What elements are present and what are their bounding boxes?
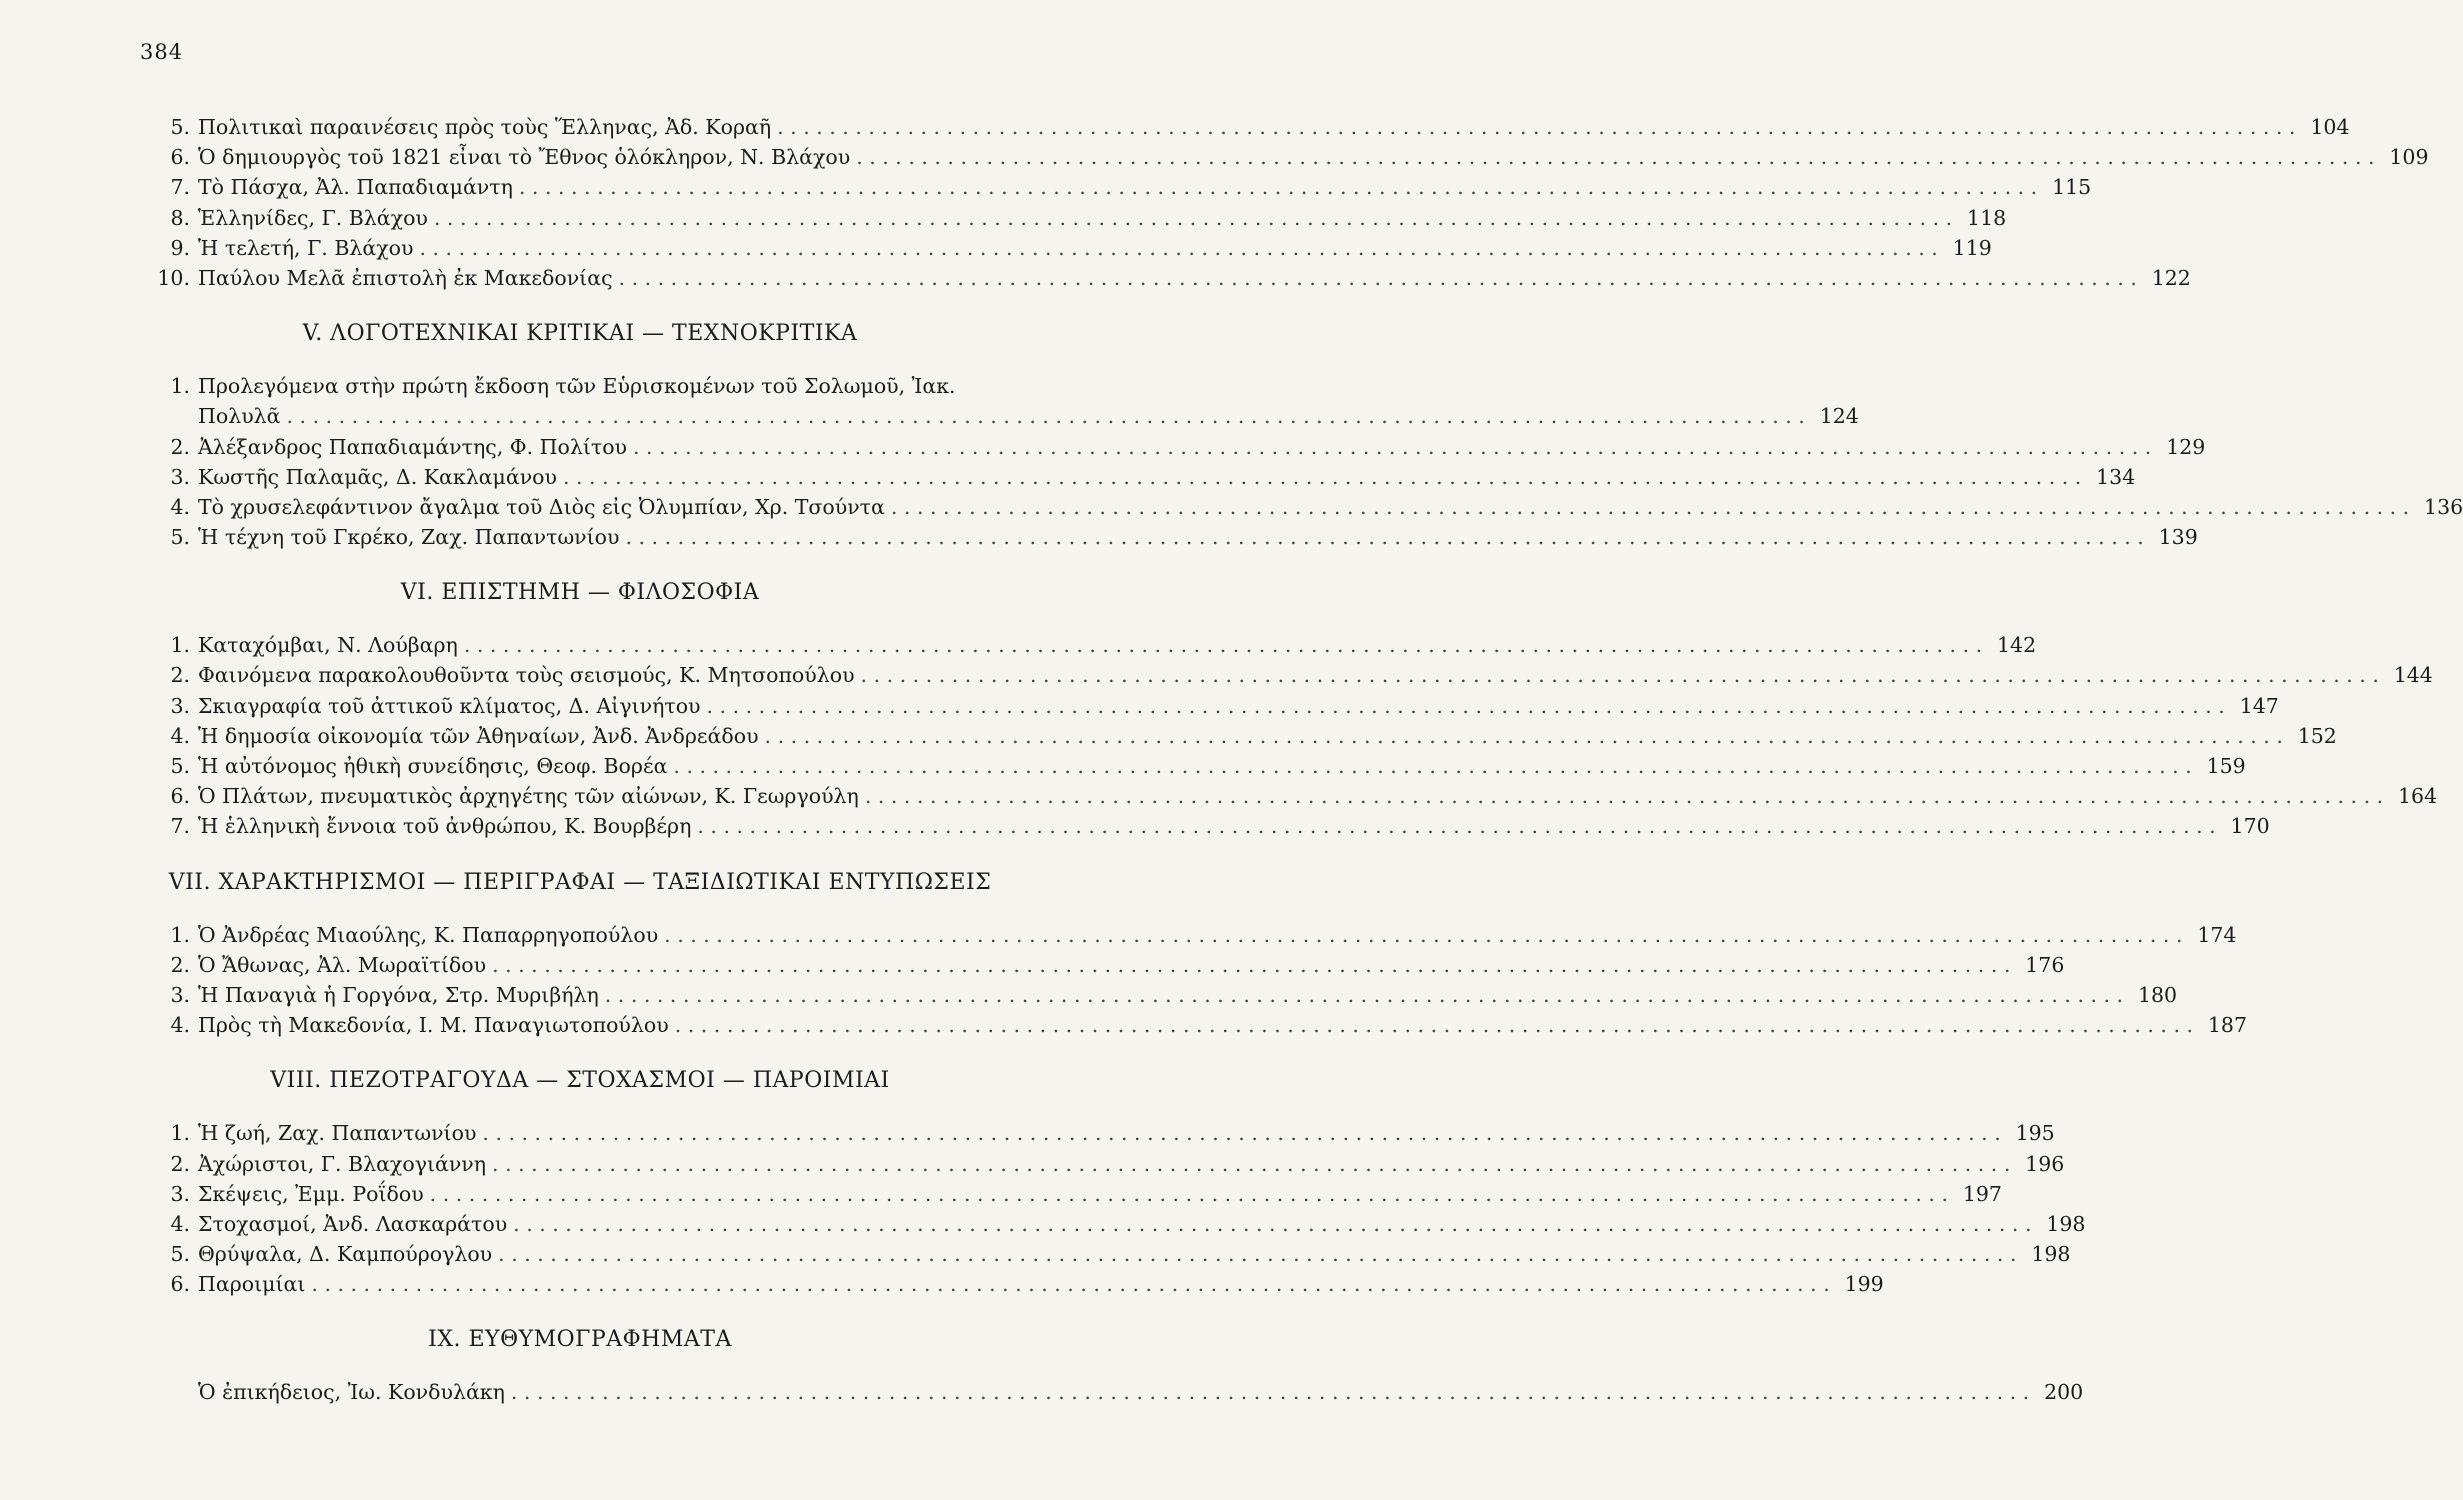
dot-leader [675, 1010, 2193, 1040]
entry-title: Φαινόμενα παρακολουθοῦντα τοὺς σεισμούς, Κ. Μητσοπούλου [198, 663, 855, 688]
dot-leader [434, 203, 1952, 233]
entry-number: 3. [170, 464, 190, 489]
dot-leader [605, 980, 2123, 1010]
entry-page: 134 [2096, 464, 2136, 489]
entry-page: 129 [2166, 434, 2206, 459]
entry-number: 6. [170, 784, 190, 809]
entry-page: 109 [2389, 145, 2429, 170]
toc-entry [140, 1149, 2065, 1179]
entry-page: 198 [2046, 1211, 2086, 1236]
dot-leader [865, 781, 2383, 811]
entry-title: Σκέψεις, Ἐμμ. Ροΐδου [198, 1181, 424, 1206]
toc-entry [140, 142, 2429, 172]
dot-leader [707, 691, 2225, 721]
dot-leader [492, 1149, 2010, 1179]
entry-number: 4. [170, 1211, 190, 1236]
entry-page: 159 [2206, 754, 2246, 778]
entry-number: 7. [170, 814, 190, 839]
dot-leader [777, 112, 2295, 142]
toc-entry [140, 462, 2136, 492]
toc-entry [140, 1209, 2086, 1239]
entry-number: 6. [170, 145, 190, 170]
entry-number: 4. [170, 723, 190, 748]
entry-number: 1. [170, 374, 190, 399]
toc-entry [140, 920, 2237, 950]
entry-title: Τὸ Πάσχα, Ἀλ. Παπαδιαμάντη [198, 175, 513, 200]
entry-page: 144 [2393, 663, 2433, 688]
toc-entry [140, 203, 2007, 233]
entry-title: Ἡ αὐτόνομος ἠθικὴ συνείδησις, Θεοφ. Βορέα [198, 754, 668, 778]
toc-entry [140, 112, 2350, 142]
entry-number: 3. [170, 982, 190, 1007]
entry-number: 9. [170, 235, 190, 260]
toc-entry [140, 522, 2198, 552]
dot-leader [519, 172, 2037, 202]
dot-leader [419, 233, 1937, 263]
entry-page: 197 [1962, 1181, 2002, 1206]
entry-title: Πρὸς τὴ Μακεδονία, Ι. Μ. Παναγιωτοπούλου [198, 1013, 669, 1038]
toc-entry [140, 1269, 1884, 1299]
dot-leader [482, 1118, 2000, 1148]
entry-page: 152 [2297, 723, 2337, 748]
entry-number: 1. [170, 922, 190, 947]
entry-page: 147 [2239, 693, 2279, 718]
toc-entry [140, 980, 2178, 1010]
entry-title: Καταχόμβαι, Ν. Λούβαρη [198, 633, 458, 658]
entry-title: Παροιμίαι [198, 1272, 306, 1297]
toc-entry [140, 1179, 2002, 1209]
entry-title: Παύλου Μελᾶ ἐπιστολὴ ἐκ Μακεδονίας [198, 265, 613, 290]
toc-entry [140, 630, 2037, 660]
entry-title-line: Προλεγόμενα στὴν πρώτη ἔκδοση τῶν Εὑρισκομένων τοῦ Σολωμοῦ, Ἰακ. [198, 374, 956, 399]
entry-page: 124 [1819, 404, 1859, 429]
dot-leader [856, 142, 2374, 172]
section-heading: VI. ΕΠΙΣΤΗΜΗ — ΦΙΛΟΣΟΦΙΑ [400, 580, 760, 606]
entry-number: 4. [170, 1013, 190, 1038]
entry-page: 180 [2137, 982, 2178, 1007]
entry-title: Κωστῆς Παλαμᾶς, Δ. Κακλαμάνου [198, 464, 557, 489]
dot-leader [513, 1209, 2031, 1239]
entry-page: 187 [2207, 1013, 2247, 1038]
entry-number: 1. [170, 633, 190, 658]
entry-title: Θρύψαλα, Δ. Καμπούρογλου [198, 1242, 493, 1267]
entry-number: 3. [170, 1181, 190, 1206]
toc-entry [140, 263, 2191, 293]
entry-number: 6. [170, 1272, 190, 1297]
entry-page: 118 [1967, 205, 2007, 230]
toc-entry [140, 1377, 2084, 1407]
entry-title: Ὁ Ἄθωνας, Ἀλ. Μωραϊτίδου [198, 952, 487, 977]
entry-title: Ὁ δημιουργὸς τοῦ 1821 εἶναι τὸ Ἔθνος ὁλόκληρον, Ν. Βλάχου [198, 145, 851, 170]
entry-page: 139 [2158, 525, 2198, 550]
entry-title: Τὸ χρυσελεφάντινον ἄγαλμα τοῦ Διὸς εἰς Ὀλυμπίαν, Χρ. Τσούντα [198, 494, 885, 519]
entry-page: 164 [2397, 784, 2438, 809]
entry-number: 2. [170, 434, 190, 459]
entry-title: Πολιτικαὶ παραινέσεις πρὸς τοὺς Ἕλληνας, Ἀδ. Κοραῆ [198, 115, 772, 139]
dot-leader [633, 432, 2151, 462]
entry-number: 1. [170, 1121, 190, 1146]
entry-page: 174 [2197, 922, 2237, 947]
section-heading: VII. ΧΑΡΑΚΤΗΡΙΣΜΟΙ — ΠΕΡΙΓΡΑΦΑΙ — ΤΑΞΙΔΙΩΤΙΚΑΙ ΕΝΤΥΠΩΣΕΙΣ [168, 869, 992, 895]
entry-title: Ἀχώριστοι, Γ. Βλαχογιάννη [198, 1151, 487, 1176]
dot-leader [464, 630, 1982, 660]
entry-page: 142 [1996, 633, 2037, 658]
entry-page: 104 [2310, 115, 2350, 139]
toc-entry [140, 172, 2092, 202]
dot-leader [498, 1239, 2016, 1269]
entry-number: 5. [170, 754, 190, 778]
entry-number: 2. [170, 1151, 190, 1176]
dot-leader [563, 462, 2081, 492]
toc-entry [140, 811, 2270, 841]
entry-page: 119 [1952, 235, 1992, 260]
dot-leader [625, 522, 2143, 552]
toc-entry [140, 432, 2206, 462]
entry-number: 5. [170, 525, 190, 550]
entry-title: Ὁ Ἀνδρέας Μιαούλης, Κ. Παπαρρηγοπούλου [198, 922, 659, 947]
entry-title: Ἑλληνίδες, Γ. Βλάχου [198, 205, 428, 230]
entry-number: 5. [170, 1242, 190, 1267]
toc-entry-continuation [140, 401, 1859, 431]
entry-title: Ἡ δημοσία οἰκονομία τῶν Ἀθηναίων, Ἀνδ. Ἀνδρεάδου [198, 723, 759, 748]
entry-page: 122 [2151, 265, 2191, 290]
entry-page: 176 [2025, 952, 2065, 977]
toc-entry [140, 781, 2438, 811]
dot-leader [492, 950, 2010, 980]
dot-leader [287, 401, 1805, 431]
toc-entry [140, 721, 2337, 751]
dot-leader [311, 1269, 1829, 1299]
entry-page: 198 [2031, 1242, 2071, 1267]
entry-title: Ἀλέξανδρος Παπαδιαμάντης, Φ. Πολίτου [198, 434, 628, 459]
toc-entry [140, 950, 2065, 980]
entry-page: 200 [2044, 1380, 2084, 1405]
toc-entry [140, 1239, 2071, 1269]
entry-page: 115 [2052, 175, 2092, 200]
entry-title: Πολυλᾶ [198, 404, 281, 429]
entry-number: 3. [170, 693, 190, 718]
entry-page: 199 [1844, 1272, 1884, 1297]
section-heading: IX. ΕΥΘΥΜΟΓΡΑΦΗΜΑΤΑ [428, 1327, 732, 1353]
entry-number: 2. [170, 663, 190, 688]
toc-entry [140, 1010, 2247, 1040]
entry-number: 2. [170, 952, 190, 977]
entry-page: 196 [2025, 1151, 2065, 1176]
entry-title: Ὁ Πλάτων, πνευματικὸς ἀρχηγέτης τῶν αἰώνων, Κ. Γεωργούλη [198, 784, 859, 809]
dot-leader [619, 263, 2137, 293]
entry-title: Ἡ Παναγιὰ ἡ Γοργόνα, Στρ. Μυριβήλη [198, 982, 599, 1007]
entry-title: Ἡ ζωή, Ζαχ. Παπαντωνίου [198, 1121, 477, 1146]
toc-entry [140, 1118, 2055, 1148]
dot-leader [891, 492, 2409, 522]
entry-title: Σκιαγραφία τοῦ ἀττικοῦ κλίματος, Δ. Αἰγινήτου [198, 693, 701, 718]
entry-title: Ἡ ἑλληνικὴ ἔννοια τοῦ ἀνθρώπου, Κ. Βουρβέρη [198, 814, 692, 839]
entry-number: 10. [157, 265, 190, 290]
toc-entry [140, 691, 2279, 721]
toc-entry [140, 233, 1992, 263]
dot-leader [664, 920, 2182, 950]
toc-entry [140, 751, 2246, 781]
toc-entry [140, 660, 2433, 690]
entry-number: 8. [170, 205, 190, 230]
section-heading: VIII. ΠΕΖΟΤΡΑΓΟΥΔΑ — ΣΤΟΧΑΣΜΟΙ — ΠΑΡΟΙΜΙΑΙ [270, 1068, 890, 1094]
dot-leader [430, 1179, 1948, 1209]
entry-title: Ἡ τελετή, Γ. Βλάχου [198, 235, 414, 260]
dot-leader [765, 721, 2283, 751]
entry-page: 170 [2230, 814, 2270, 839]
entry-title: Ἡ τέχνη τοῦ Γκρέκο, Ζαχ. Παπαντωνίου [198, 525, 620, 550]
page-number: 384 [140, 40, 184, 64]
entry-page: 195 [2015, 1121, 2055, 1146]
entry-number: 4. [170, 494, 190, 519]
entry-page: 136 [2424, 494, 2463, 519]
dot-leader [673, 751, 2191, 781]
toc-entry [140, 371, 1020, 401]
toc-entry [140, 492, 2463, 522]
entry-number: 7. [170, 175, 190, 200]
table-of-contents [140, 112, 2463, 1408]
section-heading: V. ΛΟΓΟΤΕΧΝΙΚΑΙ ΚΡΙΤΙΚΑΙ — ΤΕΧΝΟΚΡΙΤΙΚΑ [302, 321, 858, 347]
dot-leader [861, 660, 2379, 690]
entry-title: Ὁ ἐπικήδειος, Ἰω. Κονδυλάκη [198, 1380, 505, 1405]
entry-title: Στοχασμοί, Ἀνδ. Λασκαράτου [198, 1211, 508, 1236]
dot-leader [697, 811, 2215, 841]
dot-leader [511, 1377, 2029, 1407]
entry-number: 5. [170, 115, 190, 139]
